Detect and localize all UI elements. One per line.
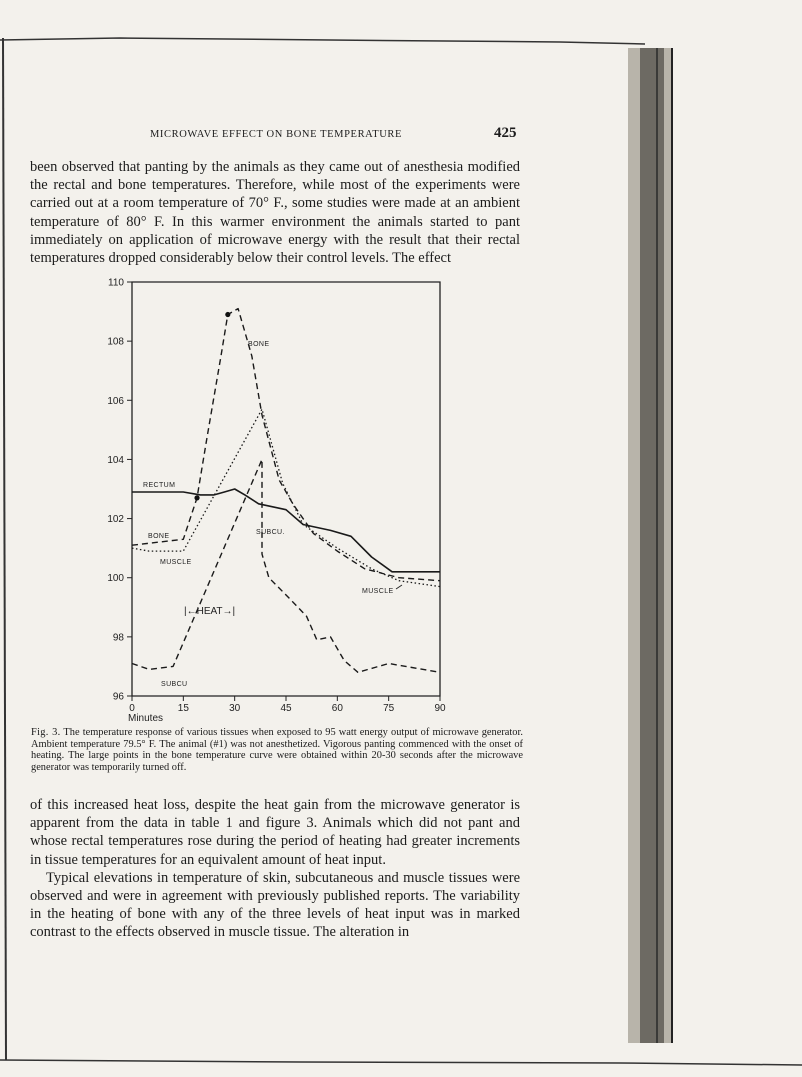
caption-label: Fig. 3. [31, 727, 61, 738]
x-tick-label: 75 [383, 703, 395, 714]
chart-series [132, 309, 440, 673]
series-label-subcu: SUBCU [161, 681, 188, 688]
series-line-bone [132, 309, 440, 581]
figure-caption [31, 727, 523, 773]
x-tick-label: 90 [434, 703, 446, 714]
page-number: 425 [494, 125, 517, 141]
paragraph-text: been observed that panting by the animals as they came out of anesthesia modified the rectal and bone temperatures. Therefore, while most of the experiments were carried out at a room temperature of 70° F., some studies were made at an ambient temperature of 80° F. In this warmer environment the animals started to pant immediately on application of microwave energy with the result that their rectal temperatures dropped considerably below their control levels. The effect [30, 159, 520, 267]
heat-annotation: |←HEAT→| [184, 606, 236, 617]
y-tick-label: 110 [108, 277, 124, 289]
series-label-bone: BONE [148, 533, 170, 540]
muscle-label-leader [396, 585, 402, 589]
x-tick-label: 15 [177, 703, 189, 714]
series-label-bone: BONE [248, 341, 270, 348]
paragraph-1: of this increased heat loss, despite the heat gain from the microwave generator is apparent from the data in table 1 and figure 3. Animals which did not pant and whose rectal temperatures rose during the period of heating had greater increments in tissue temperatures for an equivalent amount of heat input. [30, 797, 520, 868]
bone-big-point [194, 495, 199, 500]
paragraph-2: Typical elevations in temperature of skin, subcutaneous and muscle tissues were observed and were in agreement with previously published reports. The variability in the heating of bone with any of the three levels of heat input was in marked contrast to the effects observed in muscle tissue. The alteration in [30, 869, 520, 941]
series-label-rectum: RECTUM [143, 482, 176, 489]
y-tick-label: 98 [112, 632, 124, 644]
x-tick-label: 30 [229, 703, 241, 714]
series-label-subcu: SUBCU. [256, 529, 285, 536]
x-tick-label: 60 [331, 703, 343, 714]
chart-labels [143, 341, 402, 688]
caption-text: The temperature response of various tissues when exposed to 95 watt energy output of microwave generator. Ambient temperature 79.5° F. The animal (#1) was not anesthetized. Vigorous panting commenced with the onset of heating. The large points in the bone temperature curve were obtained within 20-30 seconds after the microwave generator was temporarily turned off. [31, 727, 523, 773]
bottom-text [30, 796, 520, 942]
y-tick-label: 96 [112, 691, 124, 703]
running-head: MICROWAVE EFFECT ON BONE TEMPERATURE [149, 129, 403, 140]
y-tick-label: 108 [107, 336, 124, 348]
y-tick-label: 100 [107, 573, 124, 585]
x-tick-label: 0 [129, 703, 135, 714]
bone-big-point [225, 312, 230, 317]
y-tick-label: 106 [107, 395, 124, 407]
x-tick-label: 45 [280, 703, 292, 714]
x-axis-label: Minutes [128, 713, 164, 724]
y-tick-label: 104 [107, 454, 124, 466]
y-tick-label: 102 [107, 514, 124, 526]
series-label-muscle: MUSCLE [160, 559, 192, 566]
chart-axes [107, 278, 446, 725]
series-label-muscle: MUSCLE [362, 588, 394, 595]
